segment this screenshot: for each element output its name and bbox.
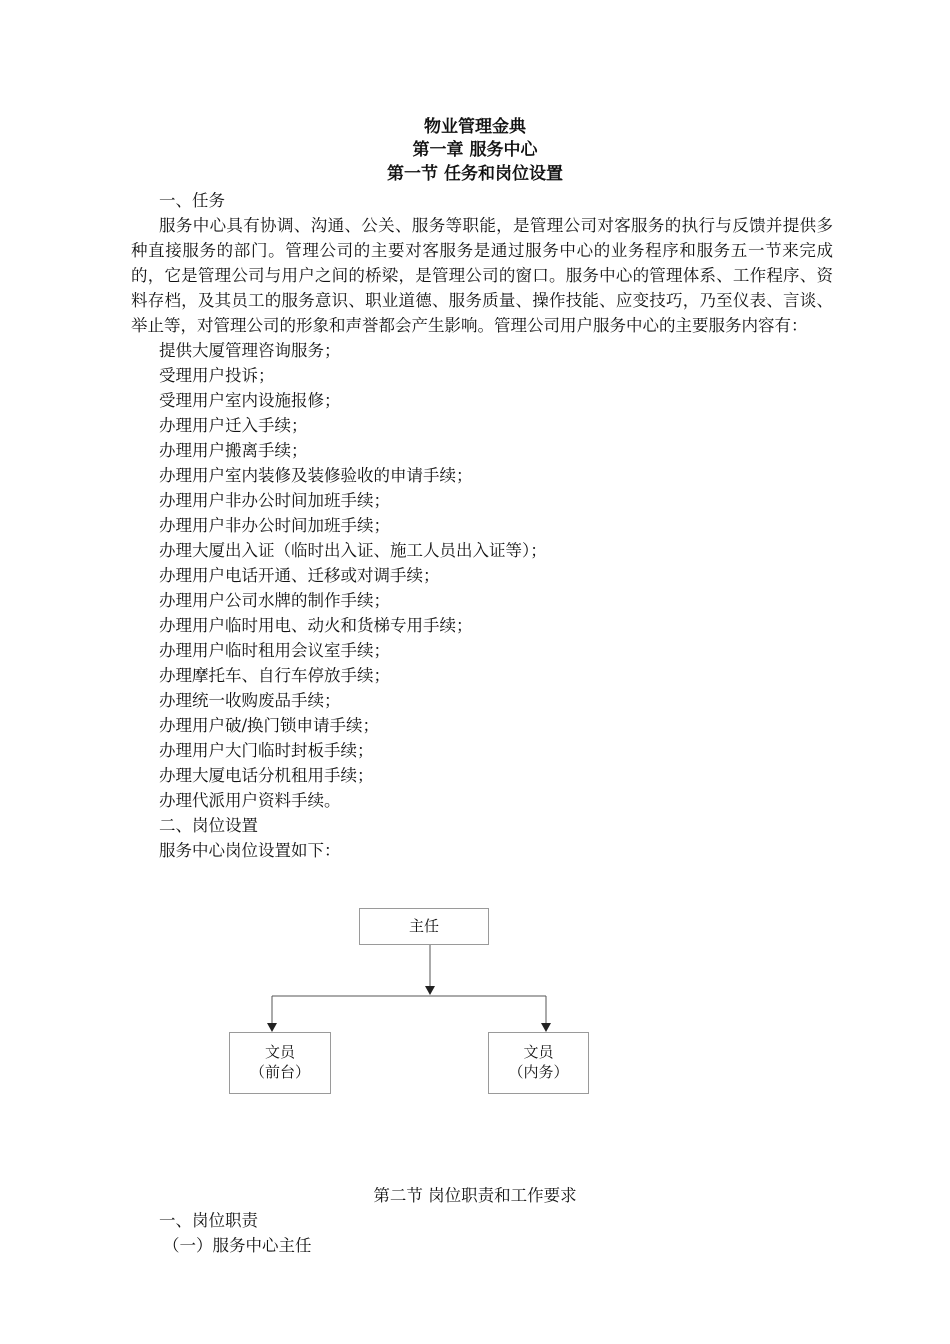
document-title: 物业管理金典 [424,117,526,137]
org-left-title: 文员 [264,1043,295,1061]
service-list-item: 办理用户迁入手续； [159,416,308,435]
org-left-sub: （前台） [249,1063,310,1081]
heading-tasks: 一、任务 [159,191,225,210]
service-list-item: 提供大厦管理咨询服务； [159,341,341,360]
service-list-item: 办理用户临时用电、动火和货梯专用手续； [159,616,473,635]
chapter-title: 第一章 服务中心 [412,140,538,160]
service-list-item: 受理用户投诉； [159,366,275,385]
tasks-paragraph: 服务中心具有协调、沟通、公关、服务等职能，是管理公司对客服务的执行与反馈并提供多种直接服务的部门。管理公司的主要对客服务是通过服务中心的业务程序和服务五一节来完成的，它是管理公司与用户之间的桥梁，是管理公司的窗口。服务中心的管理体系、工作程序、资料存档，及其员工的服务意识、职业道德、服务质量、操作技能、应变技巧，乃至仪表、言谈、举止等，对管理公司的形象和声誉都会产生影响。管理公司用户服务中心的主要服务内容有： [131,216,833,335]
service-list-item: 办理用户公司水牌的制作手续； [159,591,390,610]
service-list-item: 办理大厦电话分机租用手续； [159,766,374,785]
service-list-item: 办理用户搬离手续； [159,441,308,460]
section2-title: 第二节 岗位职责和工作要求 [373,1186,577,1205]
service-list-item: 办理统一收购废品手续； [159,691,341,710]
heading-positions: 二、岗位设置 [159,816,258,835]
section-title: 第一节 任务和岗位设置 [387,164,563,184]
arrow-right [541,1023,551,1032]
service-list-item: 办理用户电话开通、迁移或对调手续； [159,566,440,585]
positions-intro: 服务中心岗位设置如下： [159,841,341,860]
service-list-item: 办理用户非办公时间加班手续； [159,516,390,535]
org-box-front-desk [229,1032,331,1094]
org-right-sub: （内务） [508,1063,569,1081]
heading-duties: 一、岗位职责 [159,1211,258,1230]
service-list-item: 办理用户非办公时间加班手续； [159,491,390,510]
section2-body [131,1208,312,1258]
service-list-item: 办理用户大门临时封板手续； [159,741,374,760]
service-list-item: 办理用户室内装修及装修验收的申请手续； [159,466,473,485]
sub-heading-director: （一）服务中心主任 [163,1236,312,1255]
arrow-left [267,1023,277,1032]
service-list-item: 办理大厦出入证（临时出入证、施工人员出入证等）； [159,541,547,560]
org-right-title: 文员 [523,1043,554,1061]
service-list-item: 办理代派用户资料手续。 [159,791,341,810]
arrow-top [425,986,435,995]
service-list-item: 办理用户临时租用会议室手续； [159,641,390,660]
service-list-item: 办理摩托车、自行车停放手续； [159,666,390,685]
service-list-item: 办理用户破/换门锁申请手续； [159,716,380,735]
org-director-label: 主任 [408,917,439,935]
org-box-internal [488,1032,589,1094]
org-box-director [359,908,489,945]
service-list-item: 受理用户室内设施报修； [159,391,341,410]
